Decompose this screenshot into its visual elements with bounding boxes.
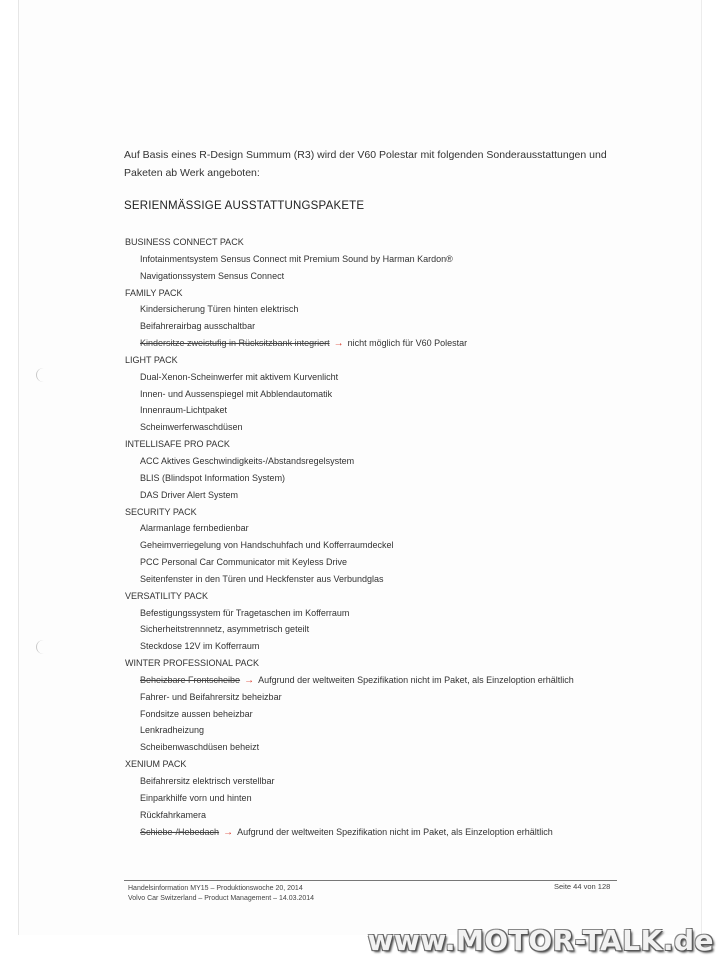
package-item-text: Scheibenwaschdüsen beheizt — [140, 742, 260, 753]
package-item — [124, 520, 684, 537]
package-title: FAMILY PACK — [125, 287, 183, 298]
package-item — [124, 706, 684, 723]
package-item — [124, 807, 684, 824]
package-item — [124, 672, 684, 689]
package-item — [124, 251, 684, 268]
package-item — [124, 722, 684, 739]
package-item-text: Steckdose 12V im Kofferraum — [140, 641, 260, 652]
package-item-text: Sicherheitstrennnetz, asymmetrisch geteilt — [140, 624, 310, 635]
package-item — [124, 537, 684, 554]
package-item — [124, 638, 684, 655]
package-item-text: Seitenfenster in den Türen und Heckfenster aus Verbundglas — [140, 573, 384, 584]
package-item — [124, 773, 684, 790]
package-title: LIGHT PACK — [125, 354, 178, 365]
package-item-text: Kindersitze zweistufig in Rücksitzbank integriert — [140, 338, 330, 349]
package-item-text: Dual-Xenon-Scheinwerfer mit aktivem Kurvenlicht — [140, 371, 339, 382]
package-item — [124, 554, 684, 571]
package-item-text: Kindersicherung Türen hinten elektrisch — [140, 304, 299, 315]
page-number: Seite 44 von 128 — [554, 882, 611, 891]
package-item — [124, 487, 684, 504]
package-item-text: Befestigungssystem für Tragetaschen im Kofferraum — [140, 607, 350, 618]
package-item-text: DAS Driver Alert System — [140, 489, 239, 500]
package-item — [124, 419, 684, 436]
package-item-text: Alarmanlage fernbedienbar — [140, 523, 249, 534]
package-item-text: Innenraum-Lichtpaket — [140, 405, 228, 416]
package-item — [124, 268, 684, 285]
package-item-note: Aufgrund der weltweiten Spezifikation nicht im Paket, als Einzeloption erhältlich — [258, 674, 574, 685]
package-item-text: Lenkradheizung — [140, 725, 205, 736]
package-title: BUSINESS CONNECT PACK — [125, 237, 244, 247]
package-item-text: Scheinwerferwaschdüsen — [140, 422, 243, 433]
footer-info — [128, 884, 314, 904]
package-item-text: Einparkhilfe vorn und hinten — [140, 792, 252, 803]
package-item — [124, 470, 684, 487]
package-item-note: Aufgrund der weltweiten Spezifikation nicht im Paket, als Einzeloption erhältlich — [237, 826, 553, 837]
package-item — [124, 453, 684, 470]
intro-paragraph: Auf Basis eines R-Design Summum (R3) wird der V60 Polestar mit folgenden Sonderausstattungen und Paketen ab Werk angeboten: — [124, 149, 607, 179]
watermark-logo: www.MOTOR-TALK.de — [367, 924, 714, 957]
package-item-text: Schiebe-/Hebedach — [140, 826, 220, 837]
package-item — [124, 335, 684, 352]
package-item-text: Fondsitze aussen beheizbar — [140, 708, 253, 719]
package-item — [124, 824, 684, 841]
package-item — [124, 318, 684, 335]
package-item — [124, 301, 684, 318]
package-item-text: Navigationssystem Sensus Connect — [140, 270, 285, 281]
package-item — [124, 369, 684, 386]
package-title: SECURITY PACK — [125, 506, 197, 517]
arrow-right-icon: → — [223, 826, 234, 838]
footer-divider — [124, 880, 617, 881]
package-title: WINTER PROFESSIONAL PACK — [125, 658, 260, 669]
package-item — [124, 402, 684, 419]
package-item — [124, 689, 684, 706]
package-item — [124, 605, 684, 622]
package-item — [124, 386, 684, 403]
arrow-right-icon: → — [333, 338, 344, 350]
package-title: INTELLISAFE PRO PACK — [125, 439, 230, 450]
package-item — [124, 571, 684, 588]
package-item-text: Beheizbare Frontscheibe — [140, 674, 241, 685]
package-title: VERSATILITY PACK — [125, 590, 209, 601]
package-item-text: Innen- und Aussenspiegel mit Abblendautomatik — [140, 388, 333, 399]
package-item-text: ACC Aktives Geschwindigkeits-/Abstandsregelsystem — [140, 455, 355, 466]
package-item-text: BLIS (Blindspot Information System) — [140, 472, 286, 483]
package-item — [124, 621, 684, 638]
footer-line-2: Volvo Car Switzerland – Product Management – 14.03.2014 — [128, 895, 315, 902]
package-item-text: Geheimverriegelung von Handschuhfach und Kofferraumdeckel — [140, 540, 394, 551]
punch-hole-mark — [36, 640, 51, 654]
package-item-note: nicht möglich für V60 Polestar — [347, 338, 468, 349]
package-item — [124, 739, 684, 756]
package-item-text: Beifahrerairbag ausschaltbar — [140, 321, 256, 332]
arrow-right-icon: → — [244, 674, 255, 686]
package-item — [124, 790, 684, 807]
section-heading: SERIENMÄSSIGE AUSSTATTUNGSPAKETE — [124, 200, 365, 212]
package-item-text: Fahrer- und Beifahrersitz beheizbar — [140, 691, 282, 702]
package-item-text: Infotainmentsystem Sensus Connect mit Premium Sound by Harman Kardon® — [140, 253, 453, 264]
package-item-text: Beifahrersitz elektrisch verstellbar — [140, 776, 275, 786]
footer-line-1: Handelsinformation MY15 – Produktionswoche 20, 2014 — [128, 885, 303, 892]
package-list — [124, 234, 684, 840]
package-item-text: Rückfahrkamera — [140, 809, 207, 820]
package-title: XENIUM PACK — [125, 759, 187, 770]
punch-hole-mark — [36, 368, 51, 382]
package-item-text: PCC Personal Car Communicator mit Keyless Drive — [140, 557, 348, 568]
